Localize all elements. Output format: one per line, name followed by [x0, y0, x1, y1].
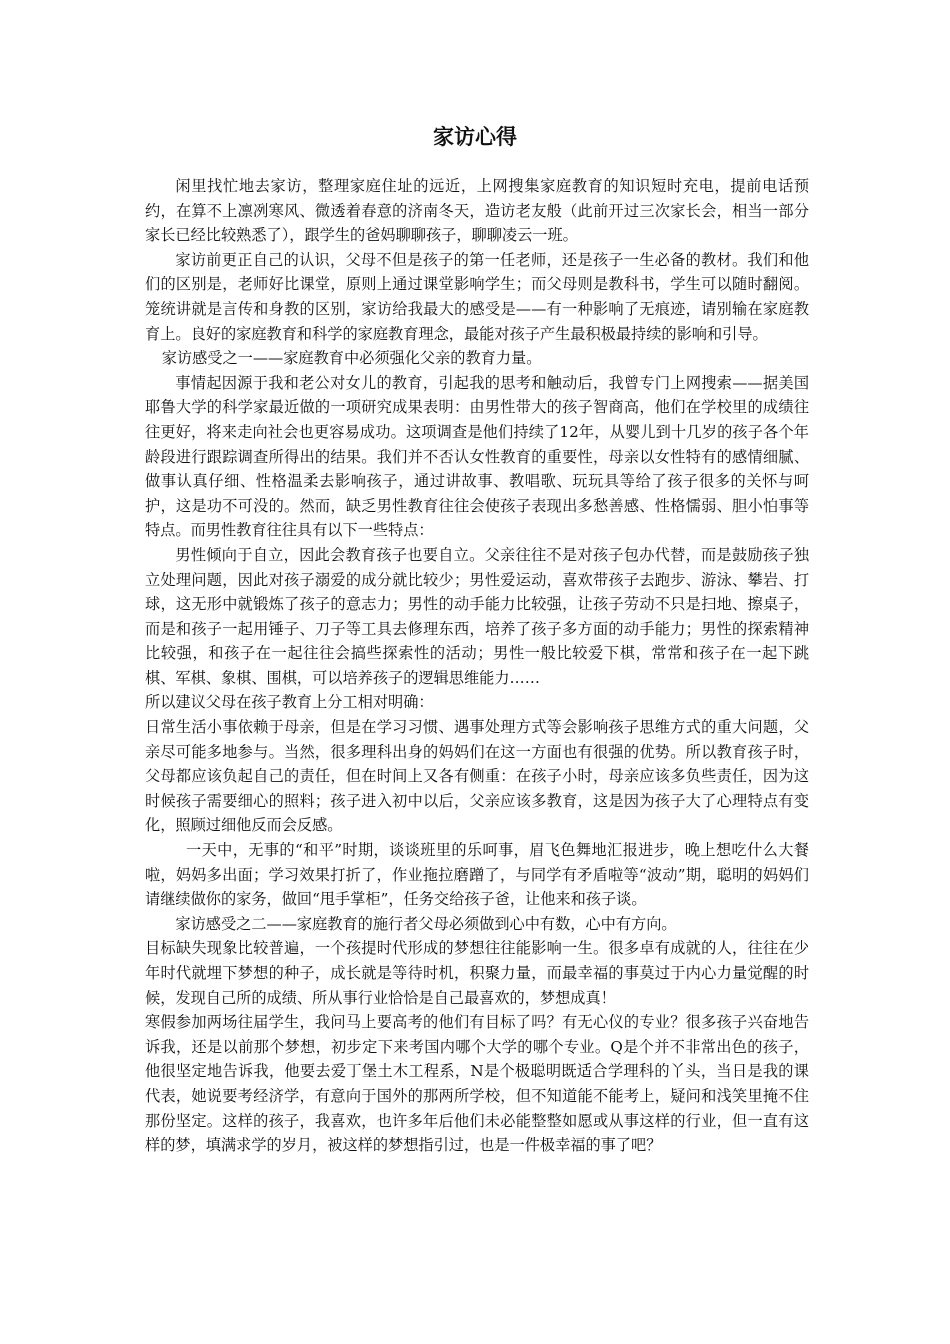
section-heading-one: 家访感受之一——家庭教育中必须强化父亲的教育力量。 [161, 349, 542, 368]
document-title: 家访心得 [433, 124, 517, 149]
paragraph-intro: 闲里找忙地去家访，整理家庭住址的远近，上网搜集家庭教育的知识短时充电，提前电话预约，在算不上凛冽寒风、微透着春意的济南冬天，造访老友般（此前开过三次家长会，相当一部分家长已经比较熟悉了），跟学生的爸妈聊聊孩子，聊聊凌云一班。 [145, 177, 809, 245]
paragraph-goals: 目标缺失现象比较普遍，一个孩提时代形成的梦想往往能影响一生。很多卓有成就的人，往往在少年时代就埋下梦想的种子，成长就是等待时机，积聚力量，而最幸福的事莫过于内心力量觉醒的时候，发现自己所的成绩、所从事行业恰恰是自己最喜欢的，梦想成真！ [145, 939, 809, 1007]
paragraph-parents-role: 家访前更正自己的认识，父母不但是孩子的第一任老师，还是孩子一生必备的教材。我们和他们的区别是，老师好比课堂，原则上通过课堂影响学生；而父母则是教科书，学生可以随时翻阅。笼统讲就是言传和身教的区别，家访给我最大的感受是——有一种影响了无痕迹，请别输在家庭教育上。良好的家庭教育和科学的家庭教育理念，最能对孩子产生最积极最持续的影响和引导。 [145, 250, 809, 343]
paragraph-division: 日常生活小事依赖于母亲，但是在学习习惯、遇事处理方式等会影响孩子思维方式的重大问题，父亲尽可能多地参与。当然，很多理科出身的妈妈们在这一方面也有很强的优势。所以教育孩子时，父母都应该负起自己的责任，但在时间上又各有侧重：在孩子小时，母亲应该多负些责任，因为这时候孩子需要细心的照料；孩子进入初中以后，父亲应该多教育，这是因为孩子大了心理特点有变化，照顾过细他反而会反感。 [145, 718, 809, 835]
paragraph-male-traits: 男性倾向于自立，因此会教育孩子也要自立。父亲往往不是对孩子包办代替，而是鼓励孩子独立处理问题，因此对孩子溺爱的成分就比较少；男性爱运动，喜欢带孩子去跑步、游泳、攀岩、打球，这无形中就锻炼了孩子的意志力；男性的动手能力比较强，让孩子劳动不只是扫地、擦桌子，而是和孩子一起用锤子、刀子等工具去修理东西，培养了孩子多方面的动手能力；男性的探索精神比较强，和孩子在一起往往会搞些探索性的活动；男性一般比较爱下棋，常常和孩子在一起下跳棋、军棋、象棋、围棋，可以培养孩子的逻辑思维能力…… [145, 545, 809, 687]
paragraph-daily: 一天中，无事的“和平”时期，谈谈班里的乐呵事，眉飞色舞地汇报进步，晚上想吃什么大餐啦，妈妈多出面；学习效果打折了，作业拖拉磨蹭了，与同学有矛盾啦等“波动”期，聪明的妈妈们请继续做你的家务，做回“甩手掌柜”，任务交给孩子爸，让他来和孩子谈。 [145, 841, 809, 909]
paragraph-students: 寒假参加两场往届学生，我问马上要高考的他们有目标了吗？有无心仪的专业？很多孩子兴奋地告诉我，还是以前那个梦想，初步定下来考国内哪个大学的哪个专业。Q是个并不非常出色的孩子，他很坚定地告诉我，他要去爱丁堡土木工程系，N是个极聪明既适合学理科的丫头，当日是我的课代表，她说要考经济学，有意向于国外的那两所学校，但不知道能不能考上，疑问和浅笑里掩不住那份坚定。这样的孩子，我喜欢，也许多年后他们未必能整整如愿或从事这样的行业，但一直有这样的梦，填满求学的岁月，被这样的梦想指引过，也是一件极幸福的事了吧？ [145, 1013, 809, 1155]
paragraph-research: 事情起因源于我和老公对女儿的教育，引起我的思考和触动后，我曾专门上网搜索——据美国耶鲁大学的科学家最近做的一项研究成果表明：由男性带大的孩子智商高，他们在学校里的成绩往往更好，将来走向社会也更容易成功。这项调查是他们持续了12年，从婴儿到十几岁的孩子各个年龄段进行跟踪调查所得出的结果。我们并不否认女性教育的重要性，母亲以女性特有的感情细腻、做事认真仔细、性格温柔去影响孩子，通过讲故事、教唱歌、玩玩具等给了孩子很多的关怀与呵护，这是功不可没的。然而，缺乏男性教育往往会使孩子表现出多愁善感、性格懦弱、胆小怕事等特点。而男性教育往往具有以下一些特点： [145, 373, 809, 540]
paragraph-suggestion: 所以建议父母在孩子教育上分工相对明确： [145, 693, 434, 712]
document-body [145, 174, 809, 1158]
section-heading-two: 家访感受之二——家庭教育的施行者父母必须做到心中有数，心中有方向。 [175, 914, 677, 933]
